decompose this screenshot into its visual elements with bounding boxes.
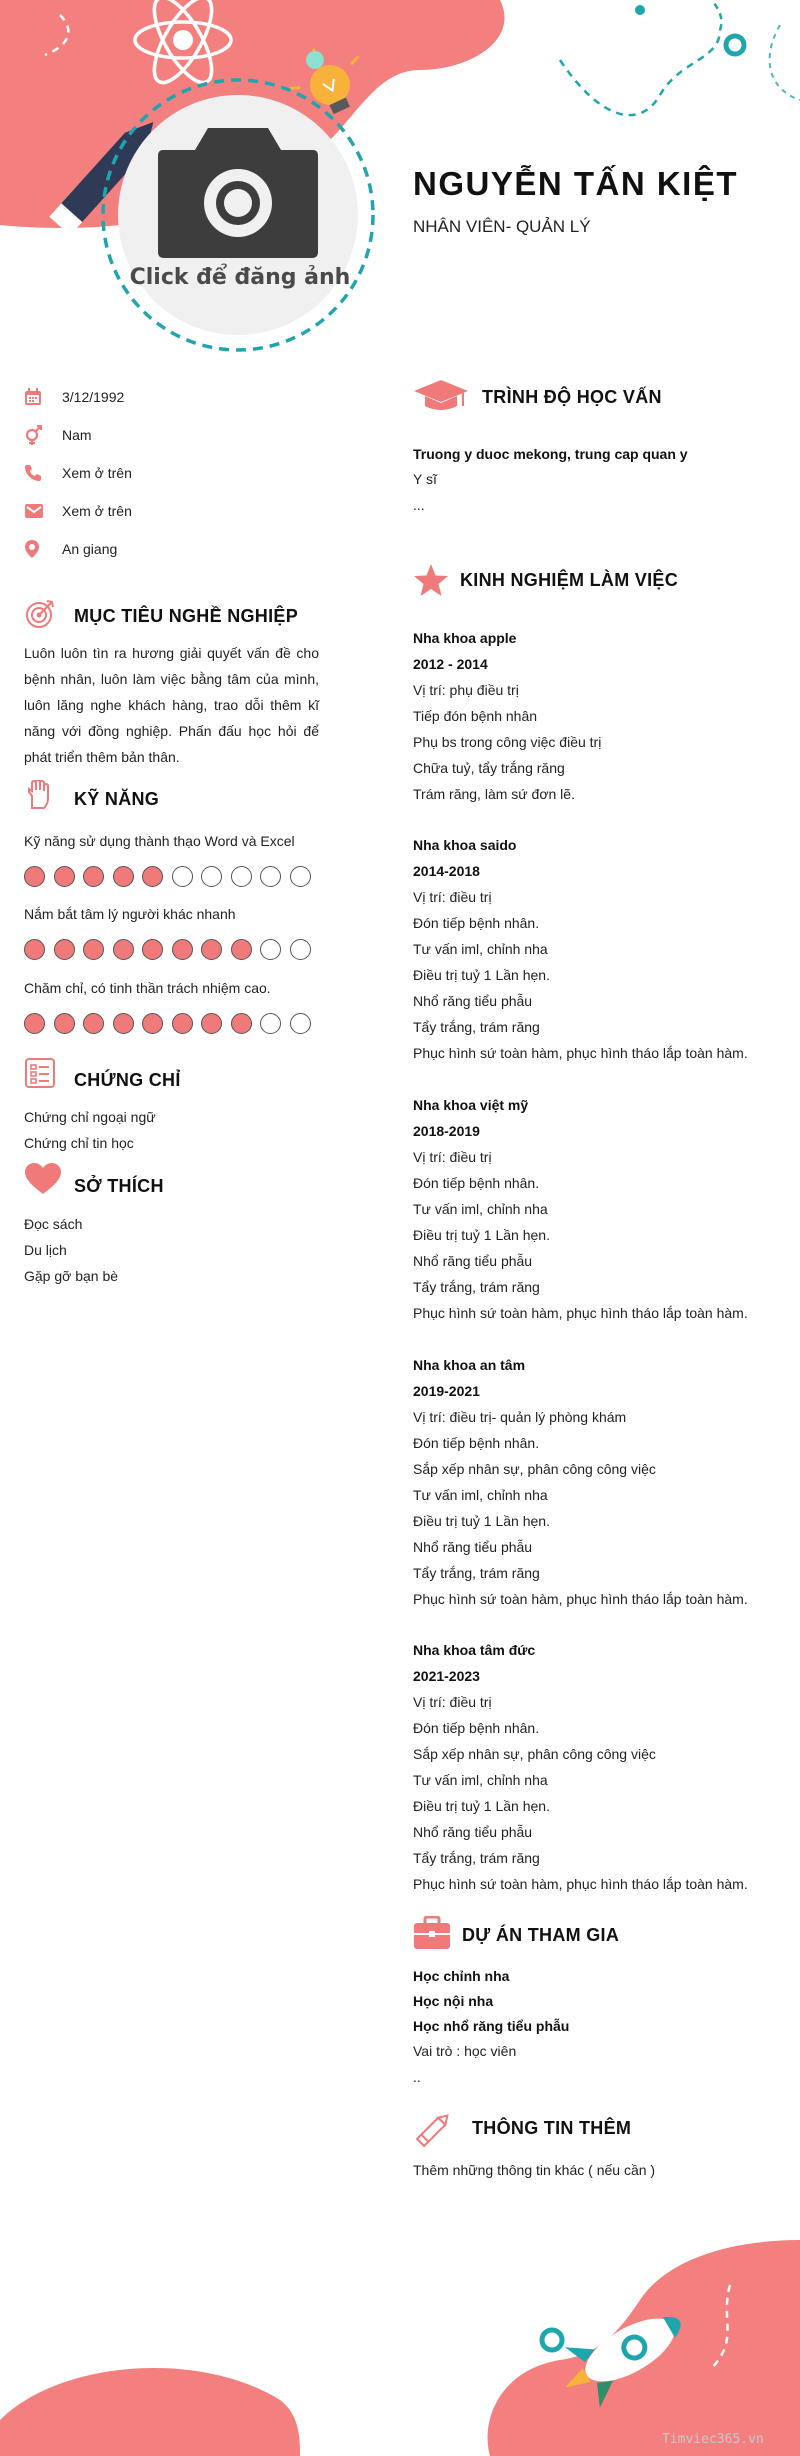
rating-dot-empty bbox=[260, 939, 281, 960]
graduation-cap-icon bbox=[413, 378, 469, 419]
rating-dot-filled bbox=[83, 866, 104, 887]
skill-name: Nắm bắt tâm lý người khác nhanh bbox=[24, 906, 236, 922]
job-line: Điều trị tuỷ 1 Lần hẹn. bbox=[413, 967, 550, 983]
skills-title: KỸ NĂNG bbox=[74, 789, 160, 809]
education-school: Truong y duoc mekong, trung cap quan y bbox=[413, 446, 688, 462]
certificate-item: Chứng chỉ ngoại ngữ bbox=[24, 1109, 156, 1125]
rating-dot-filled bbox=[24, 1013, 45, 1034]
job-line: Điều trị tuỷ 1 Lần hẹn. bbox=[413, 1798, 550, 1814]
job-line: Tẩy trắng, trám răng bbox=[413, 1019, 540, 1035]
rating-dot-filled bbox=[201, 1013, 222, 1034]
contact-row-gender bbox=[24, 423, 92, 447]
rating-dot-filled bbox=[54, 866, 75, 887]
rating-dot-filled bbox=[54, 939, 75, 960]
phone-text: Xem ở trên bbox=[62, 465, 132, 481]
more-info-text: Thêm những thông tin khác ( nếu cần ) bbox=[413, 2162, 656, 2178]
pencil-icon bbox=[413, 2108, 455, 2155]
project-role: Vai trò : học viên bbox=[413, 2043, 517, 2059]
projects-title: DỰ ÁN THAM GIA bbox=[462, 1925, 620, 1945]
rating-dot-empty bbox=[290, 866, 311, 887]
project-extra: .. bbox=[413, 2069, 421, 2085]
contact-row-phone bbox=[24, 461, 132, 485]
job-line: Nhổ răng tiểu phẫu bbox=[413, 1253, 533, 1269]
certificates-title: CHỨNG CHỈ bbox=[74, 1070, 181, 1090]
job-line: Vị trí: điều trị bbox=[413, 889, 492, 905]
rating-dot-filled bbox=[24, 939, 45, 960]
contact-row-address bbox=[24, 537, 117, 561]
education-extra: ... bbox=[413, 497, 425, 513]
education-major: Y sĩ bbox=[413, 471, 437, 487]
avatar-upload-prompt[interactable]: Click để đăng ảnh bbox=[129, 265, 351, 290]
candidate-name: NGUYỄN TẤN KIỆT bbox=[413, 165, 739, 202]
hobbies-title: SỞ THÍCH bbox=[74, 1176, 164, 1196]
job-line: Phục hình sứ toàn hàm, phục hình tháo lắp toàn hàm. bbox=[413, 1591, 748, 1607]
rating-dot-filled bbox=[142, 939, 163, 960]
job-company: Nha khoa việt mỹ bbox=[413, 1097, 529, 1113]
job-line: Tư vấn iml, chỉnh nha bbox=[413, 1201, 548, 1217]
job-period: 2021-2023 bbox=[413, 1668, 480, 1684]
job-company: Nha khoa tâm đức bbox=[413, 1642, 536, 1658]
job-line: Phục hình sứ toàn hàm, phục hình tháo lắp toàn hàm. bbox=[413, 1045, 748, 1061]
job-line: Tẩy trắng, trám răng bbox=[413, 1565, 540, 1581]
location-pin-icon bbox=[24, 537, 56, 561]
job-line: Sắp xếp nhân sự, phân công công việc bbox=[413, 1746, 656, 1762]
job-line: Trám răng, làm sứ đơn lẽ. bbox=[413, 786, 575, 802]
rating-dot-filled bbox=[83, 939, 104, 960]
hobby-item: Đọc sách bbox=[24, 1216, 83, 1232]
rating-dot-empty bbox=[172, 866, 193, 887]
rating-dot-filled bbox=[54, 1013, 75, 1034]
calendar-icon bbox=[24, 385, 56, 409]
target-icon bbox=[24, 598, 56, 635]
job-line: Đón tiếp bệnh nhân. bbox=[413, 1175, 540, 1191]
email-icon bbox=[24, 499, 56, 523]
job-line: Tư vấn iml, chỉnh nha bbox=[413, 1487, 548, 1503]
job-line: Phục hình sứ toàn hàm, phục hình tháo lắp toàn hàm. bbox=[413, 1305, 748, 1321]
rating-dot-filled bbox=[142, 1013, 163, 1034]
candidate-position: NHÂN VIÊN- QUẢN LÝ bbox=[413, 217, 591, 236]
footer-decoration bbox=[0, 2230, 800, 2456]
rating-dot-filled bbox=[83, 1013, 104, 1034]
job-line: Đón tiếp bệnh nhân. bbox=[413, 1435, 540, 1451]
job-line: Tẩy trắng, trám răng bbox=[413, 1850, 540, 1866]
job-line: Tẩy trắng, trám răng bbox=[413, 1279, 540, 1295]
education-title: TRÌNH ĐỘ HỌC VẤN bbox=[482, 387, 662, 407]
rating-dot-filled bbox=[142, 866, 163, 887]
rating-dot-empty bbox=[290, 1013, 311, 1034]
contact-row-email bbox=[24, 499, 132, 523]
gender-text: Nam bbox=[62, 427, 92, 443]
job-line: Đón tiếp bệnh nhân. bbox=[413, 915, 540, 931]
job-period: 2014-2018 bbox=[413, 863, 480, 879]
experience-job bbox=[413, 625, 783, 807]
star-icon bbox=[413, 563, 449, 602]
job-line: Nhổ răng tiểu phẫu bbox=[413, 993, 533, 1009]
rating-dot-filled bbox=[113, 939, 134, 960]
rating-dot-empty bbox=[231, 866, 252, 887]
job-period: 2018-2019 bbox=[413, 1123, 480, 1139]
job-line: Điều trị tuỷ 1 Lần hẹn. bbox=[413, 1513, 550, 1529]
skill-rating bbox=[24, 1013, 311, 1034]
hand-icon bbox=[26, 780, 52, 815]
job-line: Tư vấn iml, chỉnh nha bbox=[413, 941, 548, 957]
rating-dot-empty bbox=[260, 866, 281, 887]
experience-job bbox=[413, 1352, 783, 1612]
experience-job bbox=[413, 1637, 783, 1897]
skill-rating bbox=[24, 939, 311, 960]
experience-title: KINH NGHIỆM LÀM VIỆC bbox=[460, 570, 679, 590]
rating-dot-filled bbox=[201, 939, 222, 960]
rating-dot-filled bbox=[172, 1013, 193, 1034]
rating-dot-filled bbox=[113, 866, 134, 887]
contact-row-birthday bbox=[24, 385, 124, 409]
job-line: Vị trí: điều trị bbox=[413, 1149, 492, 1165]
project-item: Học nhổ răng tiểu phẫu bbox=[413, 2018, 570, 2034]
job-line: Phụ bs trong công việc điều trị bbox=[413, 734, 602, 750]
job-line: Nhổ răng tiểu phẫu bbox=[413, 1539, 533, 1555]
checklist-icon bbox=[24, 1057, 56, 1094]
hobby-item: Gặp gỡ bạn bè bbox=[24, 1268, 119, 1284]
rating-dot-filled bbox=[24, 866, 45, 887]
objective-title: MỤC TIÊU NGHỀ NGHIỆP bbox=[74, 606, 299, 626]
skill-name: Chăm chỉ, có tinh thần trách nhiệm cao. bbox=[24, 980, 271, 996]
hobby-item: Du lịch bbox=[24, 1242, 67, 1258]
job-line: Vị trí: điều trị bbox=[413, 1694, 492, 1710]
project-item: Học nội nha bbox=[413, 1993, 494, 2009]
skill-name: Kỹ năng sử dụng thành thạo Word và Excel bbox=[24, 833, 295, 849]
job-line: Vị trí: phụ điều trị bbox=[413, 682, 519, 698]
job-company: Nha khoa an tâm bbox=[413, 1357, 526, 1373]
rating-dot-filled bbox=[113, 1013, 134, 1034]
experience-job bbox=[413, 832, 783, 1066]
skill-rating bbox=[24, 866, 311, 887]
job-line: Vị trí: điều trị- quản lý phòng khám bbox=[413, 1409, 627, 1425]
briefcase-icon bbox=[413, 1916, 451, 1955]
job-line: Phục hình sứ toàn hàm, phục hình tháo lắp toàn hàm. bbox=[413, 1876, 748, 1892]
job-company: Nha khoa apple bbox=[413, 630, 517, 646]
job-line: Tiếp đón bệnh nhân bbox=[413, 708, 538, 724]
phone-icon bbox=[24, 461, 56, 485]
address-text: An giang bbox=[62, 541, 118, 557]
heart-icon bbox=[24, 1162, 62, 1201]
rating-dot-empty bbox=[260, 1013, 281, 1034]
watermark: Timviec365.vn bbox=[662, 2432, 764, 2447]
experience-job bbox=[413, 1092, 783, 1326]
job-line: Đón tiếp bệnh nhân. bbox=[413, 1720, 540, 1736]
email-text: Xem ở trên bbox=[62, 503, 132, 519]
more-info-title: THÔNG TIN THÊM bbox=[472, 2118, 632, 2138]
job-company: Nha khoa saido bbox=[413, 837, 517, 853]
job-period: 2012 - 2014 bbox=[413, 656, 488, 672]
certificate-item: Chứng chỉ tin học bbox=[24, 1135, 134, 1151]
rating-dot-filled bbox=[172, 939, 193, 960]
project-item: Học chỉnh nha bbox=[413, 1968, 510, 1984]
gender-icon bbox=[24, 423, 56, 447]
job-period: 2019-2021 bbox=[413, 1383, 480, 1399]
job-line: Nhổ răng tiểu phẫu bbox=[413, 1824, 533, 1840]
birthday-text: 3/12/1992 bbox=[62, 389, 125, 405]
job-line: Điều trị tuỷ 1 Lần hẹn. bbox=[413, 1227, 550, 1243]
rating-dot-filled bbox=[231, 939, 252, 960]
objective-text: Luôn luôn tìn ra hương giải quyết vấn đề cho bệnh nhân, luôn làm việc bằng tâm của mình, luôn lăng nghe khách hàng, trao dỗi thêm kĩ năng với đồng nghiệp. Phấn đấu học hỏi để phát triển thêm bản thân. bbox=[24, 645, 319, 765]
rating-dot-filled bbox=[231, 1013, 252, 1034]
rating-dot-empty bbox=[290, 939, 311, 960]
rating-dot-empty bbox=[201, 866, 222, 887]
job-line: Sắp xếp nhân sự, phân công công việc bbox=[413, 1461, 656, 1477]
job-line: Chữa tuỷ, tẩy trắng răng bbox=[413, 760, 565, 776]
job-line: Tư vấn iml, chỉnh nha bbox=[413, 1772, 548, 1788]
